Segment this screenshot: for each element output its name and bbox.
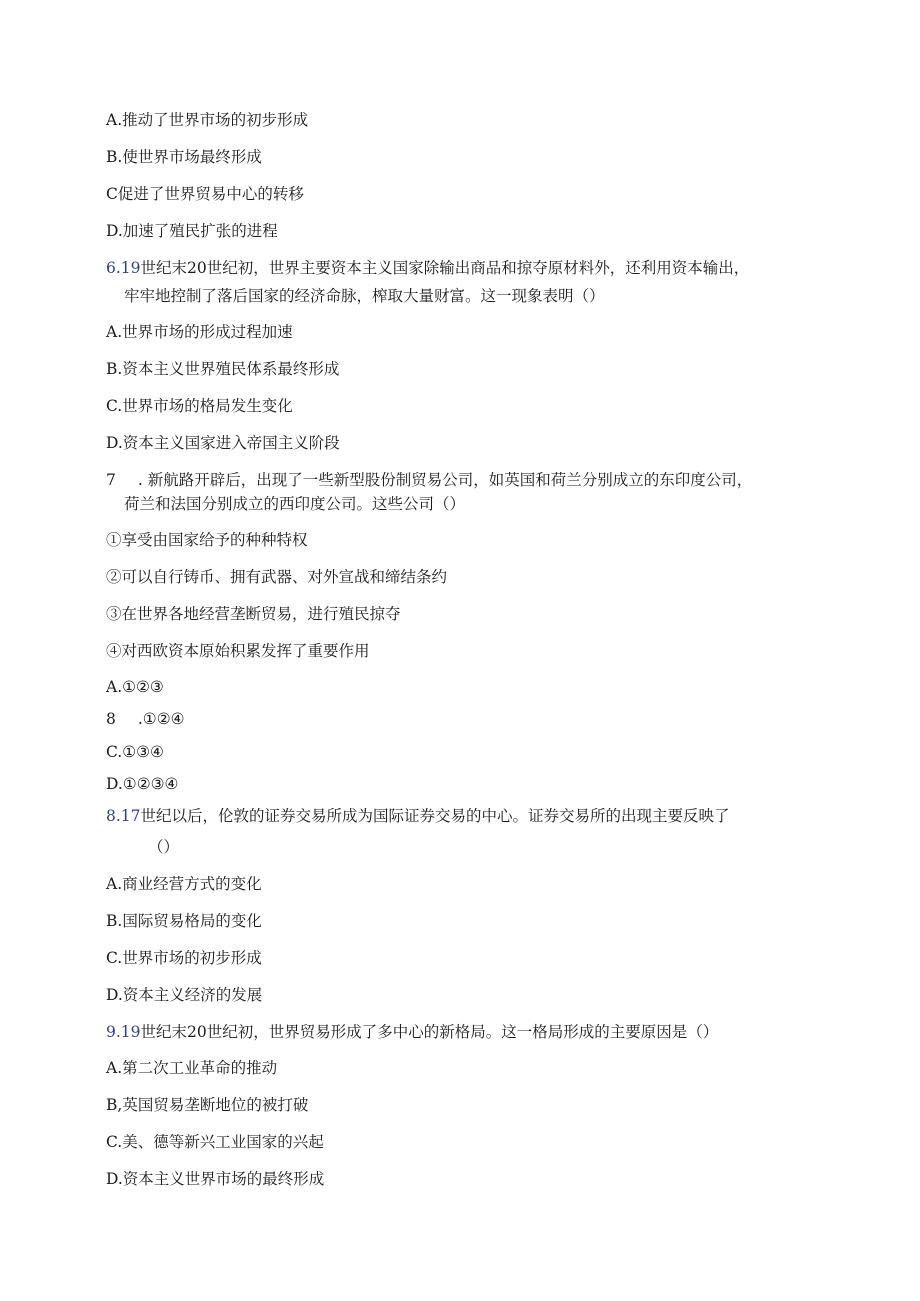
q9-option-b: B,英国贸易垄断地位的被打破 — [106, 1096, 309, 1114]
q8-stem — [106, 806, 730, 826]
q8-option-c: C.世界市场的初步形成 — [106, 949, 262, 967]
q7-option-b-number: 8 — [106, 710, 116, 728]
q7-option-d: D.①②③④ — [106, 775, 179, 793]
q5-option-b: B.使世界市场最终形成 — [106, 148, 262, 166]
q7-item-1: ①享受由国家给予的种种特权 — [106, 531, 308, 549]
q6-option-b: B.资本主义世界殖民体系最终形成 — [106, 360, 340, 378]
q5-option-c: C促进了世界贸易中心的转移 — [106, 185, 304, 203]
q8-option-a: A.商业经营方式的变化 — [106, 875, 262, 893]
q6-stem-line1: 世纪末20世纪初，世界主要资本主义国家除输出商品和掠夺原材料外，还利用资本输出， — [140, 259, 750, 277]
q5-option-a: A.推动了世界市场的初步形成 — [106, 111, 309, 129]
q5-option-d: D.加速了殖民扩张的进程 — [106, 222, 278, 240]
q9-stem-line1: 世纪末20世纪初，世界贸易形成了多中心的新格局。这一格局形成的主要原因是（） — [140, 1023, 719, 1041]
q8-option-d: D.资本主义经济的发展 — [106, 986, 263, 1004]
q8-number: 8.17 — [106, 807, 141, 825]
q8-option-b: B.国际贸易格局的变化 — [106, 912, 262, 930]
q6-option-c: C.世界市场的格局发生变化 — [106, 397, 293, 415]
q7-option-a: A.①②③ — [106, 678, 164, 696]
q9-number: 9.19 — [106, 1023, 141, 1041]
q7-option-c: C.①③④ — [106, 743, 164, 761]
q9-option-d: D.资本主义世界市场的最终形成 — [106, 1170, 325, 1188]
q9-stem — [106, 1022, 718, 1042]
q7-number: 7 — [106, 471, 116, 489]
q7-item-4: ④对西欧资本原始积累发挥了重要作用 — [106, 642, 370, 660]
q7-item-2: ②可以自行铸币、拥有武器、对外宣战和缔结条约 — [106, 568, 448, 586]
q9-option-c: C.美、德等新兴工业国家的兴起 — [106, 1133, 324, 1151]
q7-item-3: ③在世界各地经营垄断贸易，进行殖民掠夺 — [106, 605, 401, 623]
q6-option-a: A.世界市场的形成过程加速 — [106, 323, 293, 341]
q6-number: 6.19 — [106, 259, 141, 277]
q7-stem — [106, 470, 752, 490]
q7-option-b — [106, 709, 185, 729]
q6-stem — [106, 258, 749, 278]
q6-stem-line2: 牢牢地控制了落后国家的经济命脉，榨取大量财富。这一现象表明（） — [124, 287, 605, 305]
q8-stem-line2: （） — [148, 838, 180, 856]
q7-stem-line2: 荷兰和法国分别成立的西印度公司。这些公司（） — [124, 495, 466, 513]
q8-stem-line1: 世纪以后，伦敦的证券交易所成为国际证券交易的中心。证券交易所的出现主要反映了 — [140, 807, 730, 825]
q7-option-b-text: .①②④ — [137, 710, 185, 728]
q9-option-a: A.第二次工业革命的推动 — [106, 1059, 278, 1077]
q6-option-d: D.资本主义国家进入帝国主义阶段 — [106, 434, 340, 452]
q7-stem-line1: . 新航路开辟后，出现了一些新型股份制贸易公司，如英国和荷兰分别成立的东印度公司， — [137, 471, 753, 489]
